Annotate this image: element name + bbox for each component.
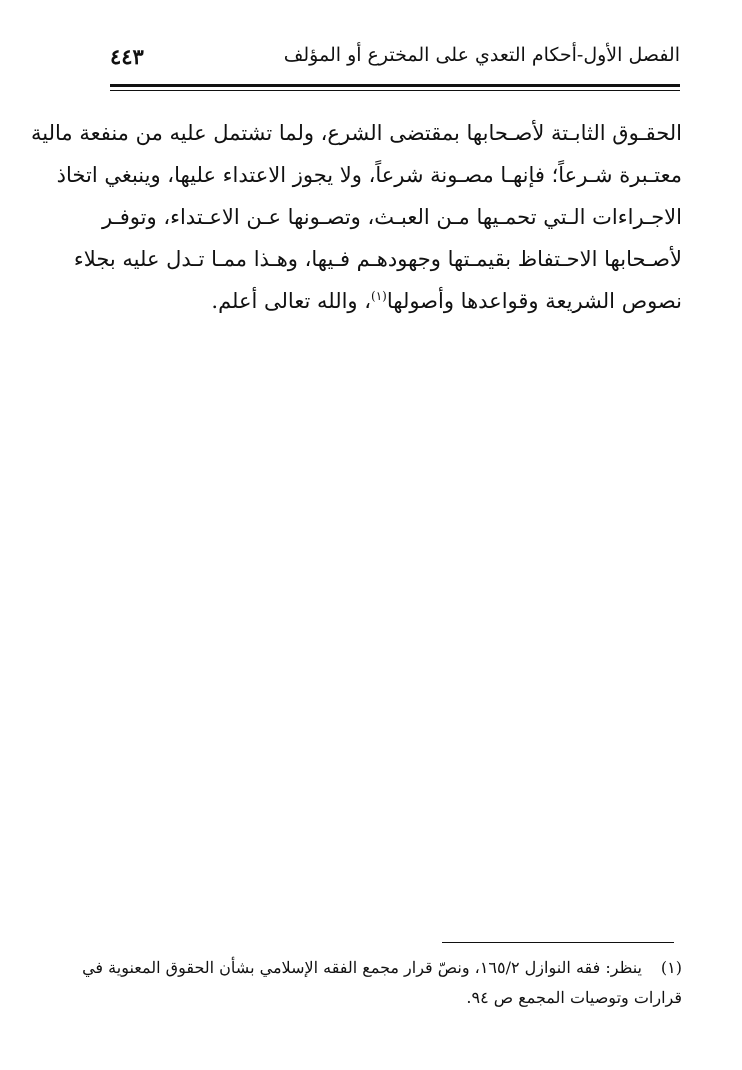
header-rule-thin — [110, 90, 680, 91]
footnote-separator — [442, 942, 674, 943]
footnote — [82, 953, 682, 1013]
main-paragraph — [31, 112, 682, 322]
header-rule-thick — [110, 84, 680, 87]
running-header — [110, 40, 680, 80]
chapter-running-title: الفصل الأول-أحكام التعدي على المخترع أو المؤلف — [283, 44, 680, 66]
text-line: معتـبرة شـرعاً؛ فإنهـا مصـونة شرعاً، ولا يجوز الاعتداء عليها، وينبغي اتخاذ — [56, 163, 682, 187]
footnote-number: (١) — [660, 958, 682, 977]
footnote-line: قرارات وتوصيات المجمع ص ٩٤. — [466, 988, 682, 1007]
paragraph — [31, 112, 682, 322]
text-line: الحقـوق الثابـتة لأصـحابها بمقتضى الشرع، ولما تشتمل عليه من منفعة مالية — [31, 121, 682, 145]
text-line: لأصـحابها الاحـتفاظ بقيمـتها وجهودهـم فـيها، وهـذا ممـا تـدل عليه بجلاء — [73, 247, 682, 271]
text-line-end: نصوص الشريعة وقواعدها وأصولها — [386, 289, 682, 313]
page-number: ٤٤٣ — [110, 44, 144, 69]
text-line-last — [104, 280, 682, 322]
text-line: الاجـراءات الـتي تحمـيها مـن العبـث، وتصـونها عـن الاعـتداء، وتوفـر — [102, 205, 682, 229]
footnote-text: ينظر: فقه النوازل ١٦٥/٢، ونصّ قرار مجمع الفقه الإسلامي بشأن الحقوق المعنوية في — [82, 958, 642, 977]
footnote-line — [82, 953, 682, 983]
closing-phrase: ، والله تعالى أعلم. — [211, 289, 372, 313]
footnote-reference[interactable]: (١) — [371, 289, 387, 303]
footnotes — [82, 953, 682, 1013]
